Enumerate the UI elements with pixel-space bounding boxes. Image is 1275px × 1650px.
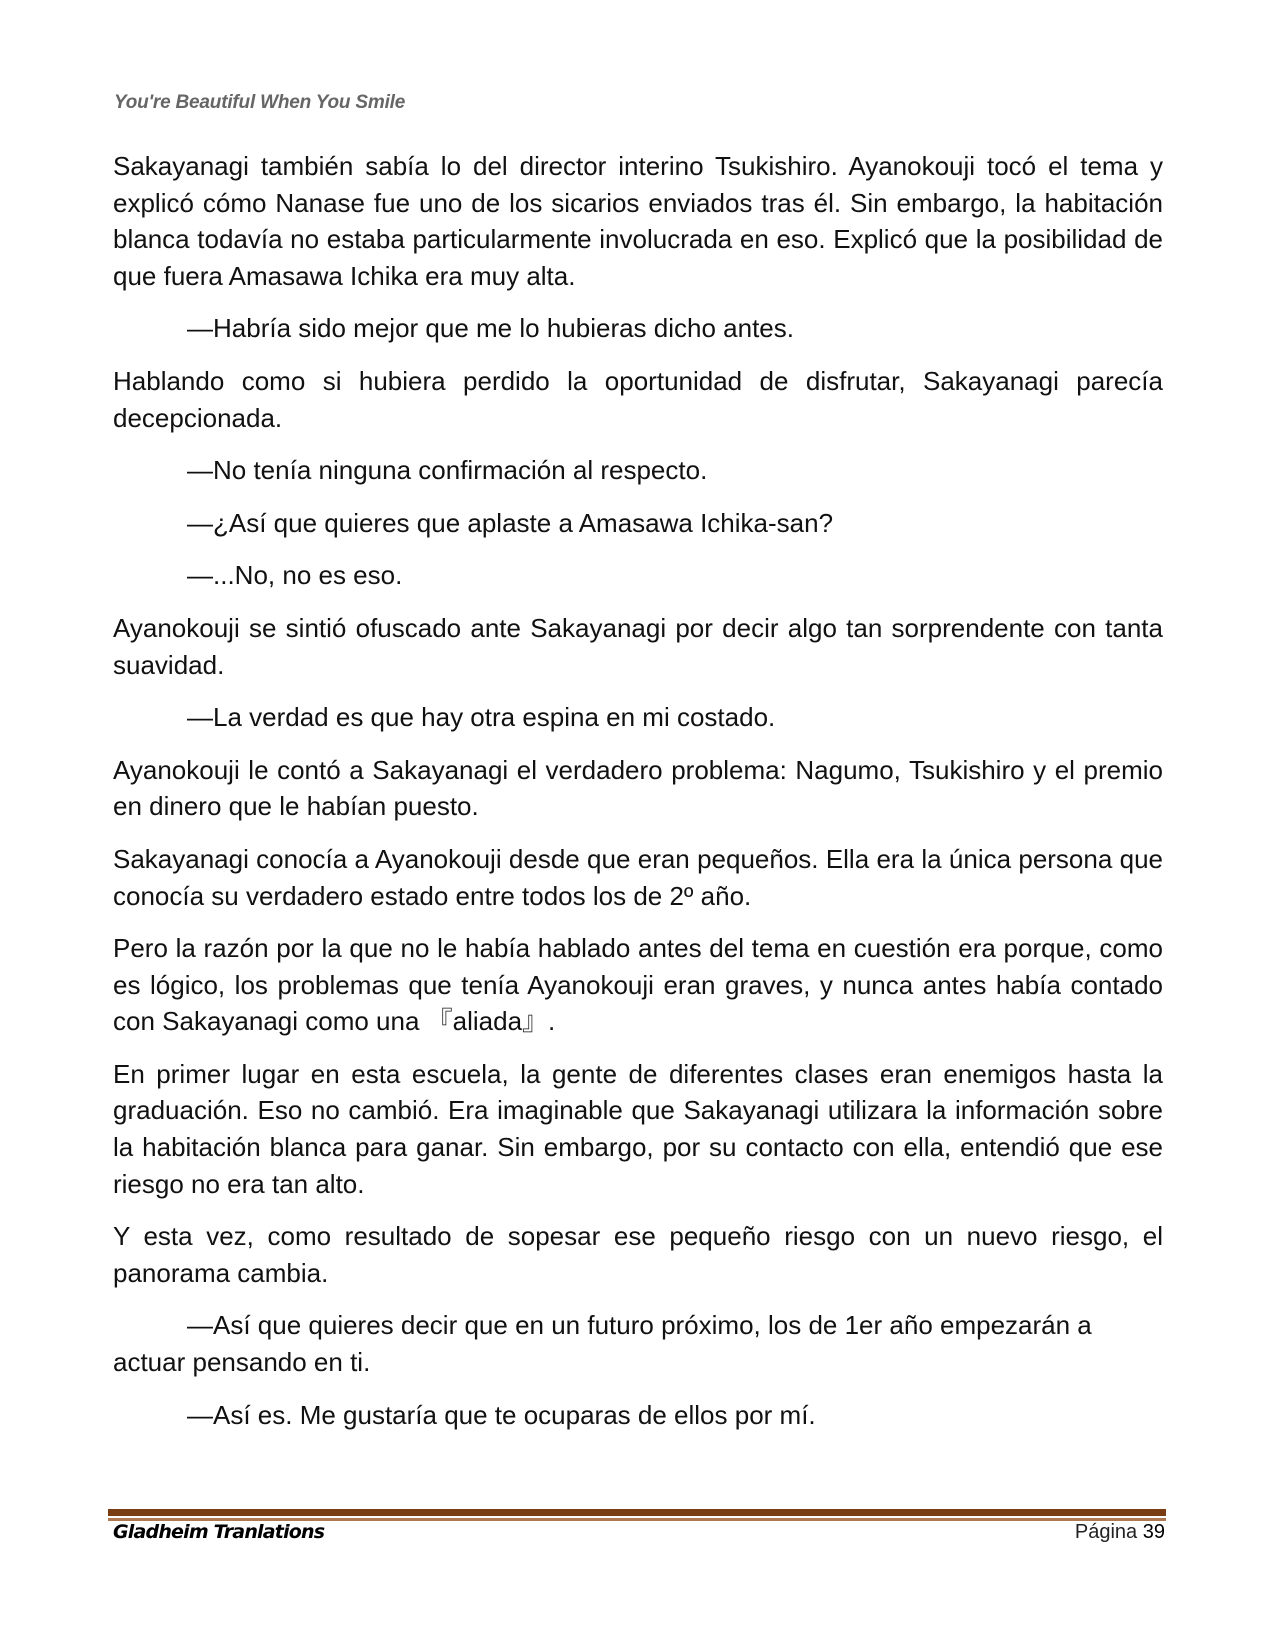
paragraph-dialogue: —Habría sido mejor que me lo hubieras dicho antes. — [187, 313, 794, 344]
page-number — [1075, 1521, 1165, 1544]
paragraph-narration: Sakayanagi también sabía lo del director interino Tsukishiro. Ayanokouji tocó el tema y explicó cómo Nanase fue uno de los sicarios enviados tras él. Sin embargo, la habitación blanca todavía no estaba particularmente involucrada en eso. Explicó que la posibilidad de que fuera Amasawa Ichika era muy alta. — [113, 151, 1163, 291]
page-number-value: 39 — [1142, 1521, 1165, 1543]
paragraph-narration: Hablando como si hubiera perdido la oportunidad de disfrutar, Sakayanagi parecía decepcionada. — [113, 365, 1163, 433]
paragraph-dialogue: —Así es. Me gustaría que te ocuparas de ellos por mí. — [187, 1399, 816, 1430]
running-header: You're Beautiful When You Smile — [114, 92, 406, 113]
paragraph-narration: En primer lugar en esta escuela, la gente de diferentes clases eran enemigos hasta la graduación. Eso no cambió. Era imaginable que Sakayanagi utilizara la información sobre la habitación blanca para ganar. Sin embargo, por su contacto con ella, entendió que ese riesgo no era tan alto. — [113, 1058, 1163, 1199]
paragraph-narration: Ayanokouji se sintió ofuscado ante Sakayanagi por decir algo tan sorprendente con tanta suavidad. — [113, 612, 1163, 680]
paragraph-dialogue: —...No, no es eso. — [187, 560, 403, 591]
footer-divider — [108, 1509, 1166, 1518]
page-label: Página — [1074, 1521, 1138, 1543]
paragraph-narration: Ayanokouji le contó a Sakayanagi el verdadero problema: Nagumo, Tsukishiro y el premio en dinero que le habían puesto. — [113, 754, 1163, 822]
paragraph-narration: Pero la razón por la que no le había hablado antes del tema en cuestión era porque, como es lógico, los problemas que tenía Ayanokouji eran graves, y nunca antes había contado con Sakayanagi como una 『aliada』. — [113, 933, 1163, 1037]
paragraph-dialogue: —Así que quieres decir que en un futuro próximo, los de 1er año empezarán a actuar pensando en ti. — [113, 1310, 1092, 1378]
paragraph-dialogue: —¿Así que quieres que aplaste a Amasawa Ichika-san? — [187, 507, 834, 538]
paragraph-dialogue: —No tenía ninguna confirmación al respecto. — [187, 455, 708, 486]
paragraph-narration: Y esta vez, como resultado de sopesar ese pequeño riesgo con un nuevo riesgo, el panorama cambia. — [113, 1221, 1163, 1288]
paragraph-narration: Sakayanagi conocía a Ayanokouji desde que eran pequeños. Ella era la única persona que conocía su verdadero estado entre todos los de 2º año. — [113, 843, 1163, 911]
body-text — [113, 148, 1163, 1449]
paragraph-dialogue: —La verdad es que hay otra espina en mi costado. — [187, 702, 776, 733]
footer-publisher: Gladheim Tranlations — [113, 1521, 325, 1543]
